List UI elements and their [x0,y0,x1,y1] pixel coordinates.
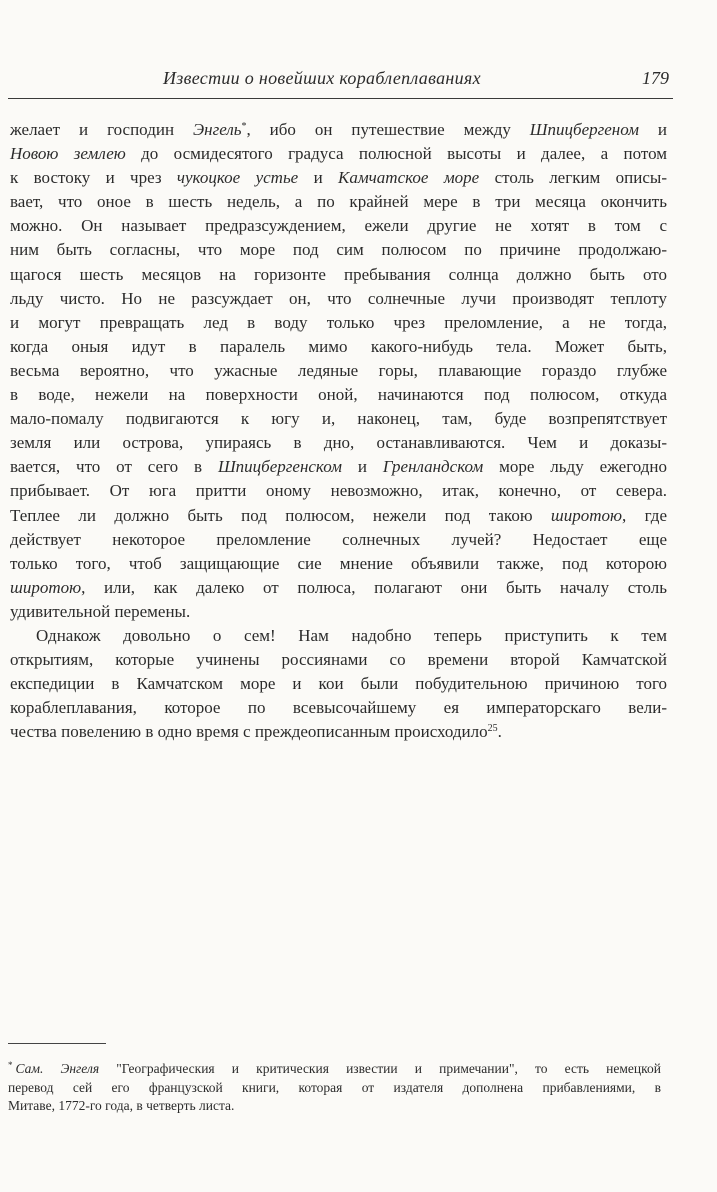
text-run: , ибо он путешествие между [246,120,530,139]
text-run: , или, как далеко от полюса, полагают они быть началу столь [81,577,667,597]
text-line [10,359,667,383]
text-line [10,311,667,335]
text-run: море льду ежегодно [483,457,667,477]
text-line [10,190,667,214]
text-run: до осмидесятого градуса полюсной высоты и далее, а потом [125,144,668,164]
text-line [8,1097,661,1116]
italic-run: Камчатское море [338,168,480,188]
text-run: Митаве, 1772-го года, в четверть листа. [8,1098,235,1113]
text-line [10,407,667,431]
text-line [10,383,667,407]
note-reference: * [241,121,247,132]
text-run: в воде, нежели на поверхности оной, начинаются под полюсом, откуда [10,385,667,405]
italic-run: Гренландском [382,457,484,477]
text-line [10,672,667,696]
text-line [10,238,667,262]
text-line [10,287,667,311]
text-run: . [497,722,502,742]
italic-run: Шпицбергеном [529,120,639,139]
italic-run: широтою [10,577,82,597]
text-run: Однакож довольно о сем! Нам надобно теперь приступить к тем [36,625,667,645]
text-line [10,696,667,720]
text-line [10,576,667,600]
text-run: мало-помалу подвигаются к югу и, наконец, там, буде возпрепятствует [10,409,667,429]
text-run: и [638,120,667,139]
text-line [10,166,667,190]
text-line [10,479,667,503]
text-run: можно. Он называет предразсуждением, ежели другие не хотят в том с [10,216,667,236]
footnote [8,1060,661,1116]
italic-run: широтою [550,505,623,525]
italic-run: Шпицбергенском [217,457,342,477]
text-run: только того, чтоб защищающие сие мнение объявили также, под которою [10,553,667,573]
paragraph-1 [10,118,667,624]
text-run: чества повелению в одно время с преждеописанным происходило [10,722,488,742]
text-run: вается, что от сего в [10,457,218,477]
italic-run: Сам. Энгеля [15,1061,100,1076]
text-line [10,263,667,287]
footnote-mark: * [8,1060,13,1070]
text-line [10,335,667,359]
text-run: ним быть согласны, что море под сим полюсом по причине продолжаю- [10,240,667,260]
text-line [10,142,667,166]
text-run: и [298,168,339,188]
running-header [8,68,673,99]
text-line [8,1060,661,1079]
body-text [10,118,667,744]
text-run: к востоку и чрез [10,168,177,188]
text-line [10,552,667,576]
text-run: кораблеплавания, которое по всевысочайшему ея императорскаго вели- [10,698,667,718]
text-run: удивительной перемены. [10,601,191,621]
text-line [10,528,667,552]
text-run: весьма вероятно, что ужасные ледяные горы, плавающие гораздо глубже [10,360,667,380]
text-run: експедиции в Камчатском море и кои были побудительною причиною того [10,674,667,694]
text-line [10,624,667,648]
text-run: когда оныя идут в паралель мимо какого-нибудь тела. Может быть, [10,336,667,356]
text-run: действует некоторое преломление солнечных лучей? Недостает еще [10,529,667,549]
text-run: , где [622,505,667,525]
italic-run: чукоцкое устье [176,168,299,188]
text-line [10,504,667,528]
text-run: столь легким описы- [479,168,667,188]
italic-run: Новою землею [10,144,126,164]
text-run: открытиям, которые учинены россиянами со времени второй Камчатской [10,650,667,670]
text-run: и [341,457,383,477]
text-run: желает и господин [10,120,193,139]
paragraph-2 [10,624,667,744]
text-run: льду чисто. Но не разсуждает он, что солнечные лучи производят теплоту [10,288,667,308]
text-run: "Географическия и критическия известии и примечании", то есть немецкой [99,1061,661,1076]
text-line [10,720,667,744]
text-run: щагося шесть месяцов на горизонте пребывания солнца должно быть ото [10,264,667,284]
italic-run: Энгель [193,120,242,139]
note-reference: 25 [487,723,498,735]
text-line [10,431,667,455]
text-line [10,118,667,142]
text-run: прибывает. От юга притти оному невозможно, итак, конечно, от севера. [10,481,667,501]
text-run: Теплее ли должно быть под полюсом, нежели под такою [10,505,551,525]
running-title: Известии о новейших кораблеплаваниях [163,68,481,88]
text-run: земля или острова, упираясь в дно, останавливаются. Чем и доказы- [10,433,667,453]
page-number: 179 [642,68,669,88]
text-line [10,600,667,624]
text-line [10,648,667,672]
text-line [10,455,667,479]
footnote-rule [8,1043,106,1044]
text-run: и могут превращать лед в воду только чрез преломление, а не тогда, [10,312,667,332]
text-run: перевод сей его французской книги, которая от издателя дополнена прибавлениями, в [8,1079,661,1095]
text-line [8,1079,661,1098]
text-line [10,214,667,238]
text-run: вает, что оное в шесть недель, а по крайней мере в три месяца окончить [10,192,667,212]
